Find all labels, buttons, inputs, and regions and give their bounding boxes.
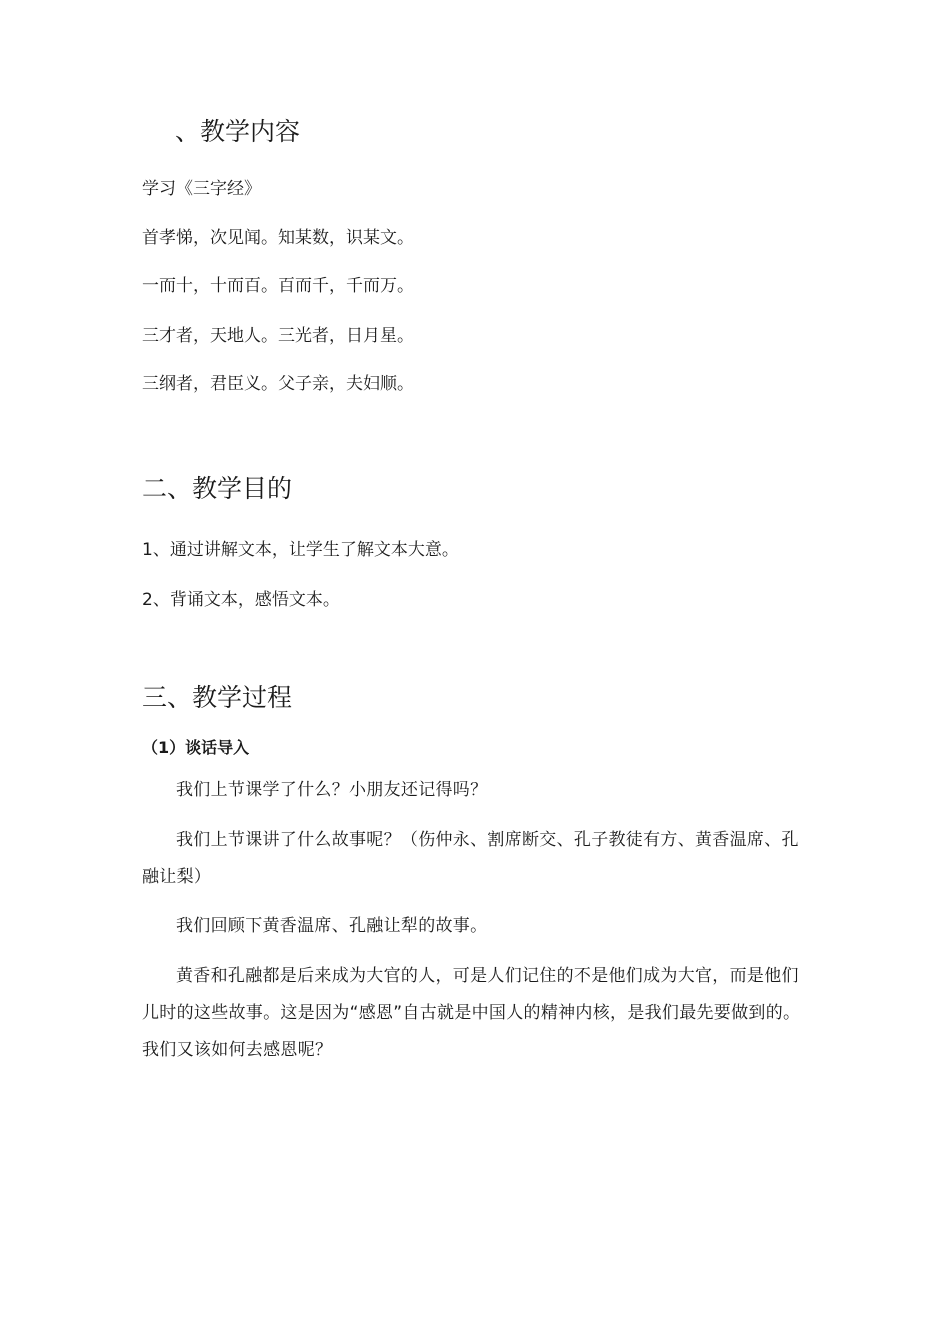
paragraph: 黄香和孔融都是后来成为大官的人，可是人们记住的不是他们成为大官，而是他们儿时的这些故事。这是因为“感恩”自古就是中国人的精神内核，是我们最先要做到的。我们又该如何去感恩呢？: [142, 966, 801, 1060]
content-intro: 学习《三字经》: [142, 179, 261, 199]
goal-item: 2、背诵文本，感悟文本。: [142, 590, 340, 610]
section-heading-process: 三、教学过程: [142, 683, 293, 712]
goal-item: 1、通过讲解文本，让学生了解文本大意。: [142, 540, 459, 560]
section-heading-content: 、教学内容: [175, 117, 301, 146]
verse-line: 一而十，十而百。百而千，千而万。: [142, 276, 414, 296]
section-heading-goals: 二、教学目的: [142, 474, 293, 503]
step-title: （1）谈话导入: [142, 738, 250, 757]
paragraph: 我们回顾下黄香温席、孔融让犁的故事。: [176, 916, 488, 936]
paragraph: 我们上节课讲了什么故事呢？（伤仲永、割席断交、孔子教徒有方、黄香温席、孔融让梨）: [142, 830, 799, 887]
verse-line: 三纲者，君臣义。父子亲，夫妇顺。: [142, 374, 414, 394]
verse-line: 三才者，天地人。三光者，日月星。: [142, 326, 414, 346]
paragraph: 我们上节课学了什么？小朋友还记得吗？: [176, 780, 488, 800]
verse-line: 首孝悌，次见闻。知某数，识某文。: [142, 228, 414, 248]
